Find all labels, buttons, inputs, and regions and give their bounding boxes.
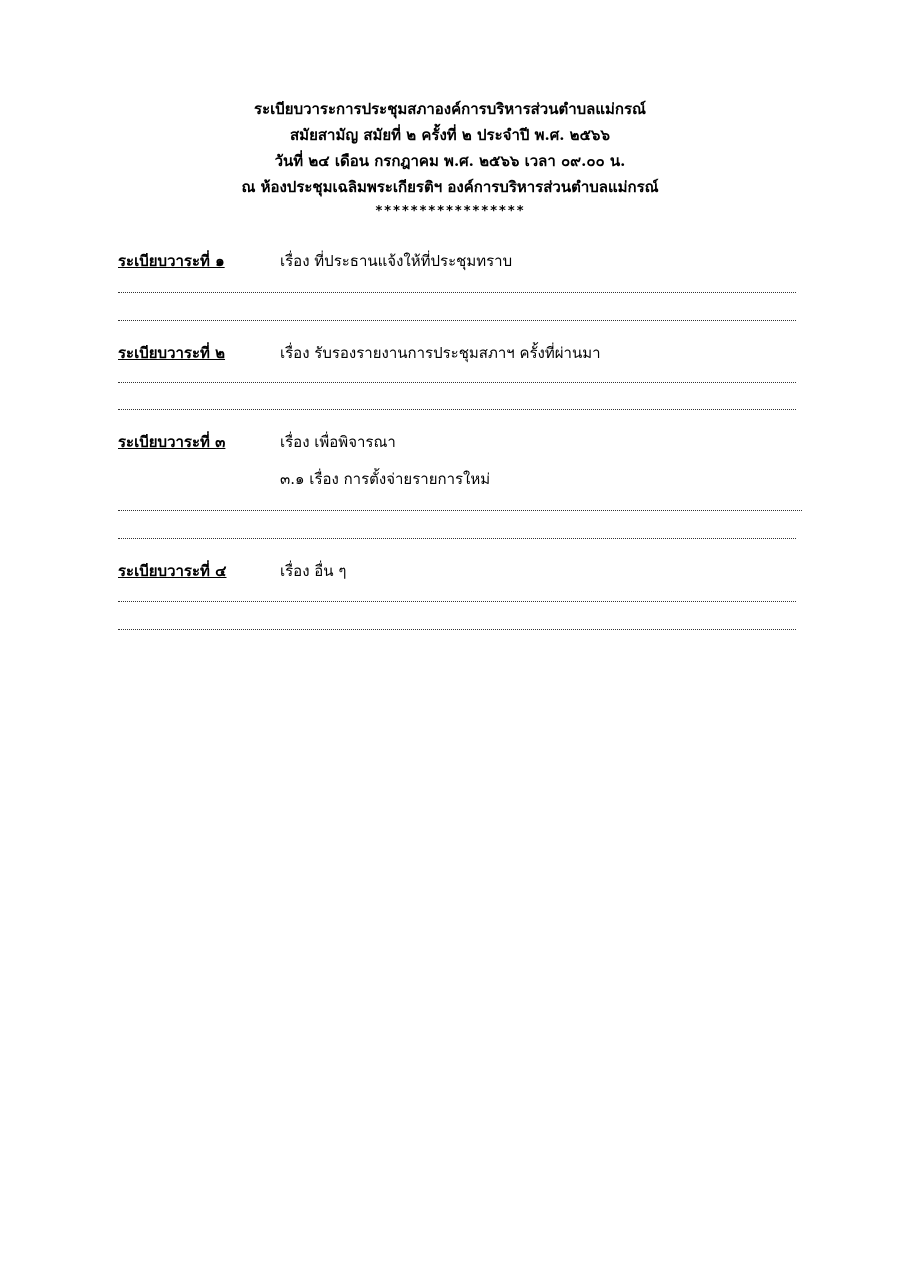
header-session: สมัยสามัญ สมัยที่ ๒ ครั้งที่ ๒ ประจำปี พ.ศ. ๒๕๖๖ — [290, 126, 610, 144]
dotted-line — [118, 538, 796, 539]
header-title: ระเบียบวาระการประชุมสภาองค์การบริหารส่วนตำบลแม่กรณ์ — [254, 100, 646, 118]
header-date-time: วันที่ ๒๔ เดือน กรกฎาคม พ.ศ. ๒๕๖๖ เวลา ๐๙.๐๐ น. — [274, 152, 626, 170]
dotted-line — [118, 510, 802, 511]
agenda-subject: เรื่อง ที่ประธานแจ้งให้ที่ประชุมทราบ — [280, 252, 513, 270]
agenda-label: ระเบียบวาระที่ ๓ — [118, 433, 226, 451]
agenda-label: ระเบียบวาระที่ ๒ — [118, 344, 226, 362]
agenda-sub-item: ๓.๑ เรื่อง การตั้งจ่ายรายการใหม่ — [280, 470, 491, 488]
agenda-label: ระเบียบวาระที่ ๑ — [118, 252, 225, 270]
agenda-item-1 — [118, 249, 798, 273]
agenda-item-4 — [118, 559, 798, 583]
header-star-divider: ***************** — [374, 204, 526, 219]
agenda-subject: เรื่อง รับรองรายงานการประชุมสภาฯ ครั้งที่ผ่านมา — [280, 344, 601, 362]
dotted-line — [118, 382, 796, 383]
dotted-line — [118, 292, 796, 293]
agenda-subject: เรื่อง อื่น ๆ — [280, 562, 347, 580]
dotted-line — [118, 409, 796, 410]
header-venue: ณ ห้องประชุมเฉลิมพระเกียรติฯ องค์การบริหารส่วนตำบลแม่กรณ์ — [241, 178, 659, 196]
dotted-line — [118, 320, 796, 321]
agenda-subject: เรื่อง เพื่อพิจารณา — [280, 433, 396, 451]
dotted-line — [118, 629, 796, 630]
document-header — [0, 96, 900, 222]
agenda-item-3 — [118, 430, 798, 454]
dotted-line — [118, 601, 796, 602]
agenda-label: ระเบียบวาระที่ ๔ — [118, 562, 227, 580]
agenda-item-2 — [118, 341, 798, 365]
